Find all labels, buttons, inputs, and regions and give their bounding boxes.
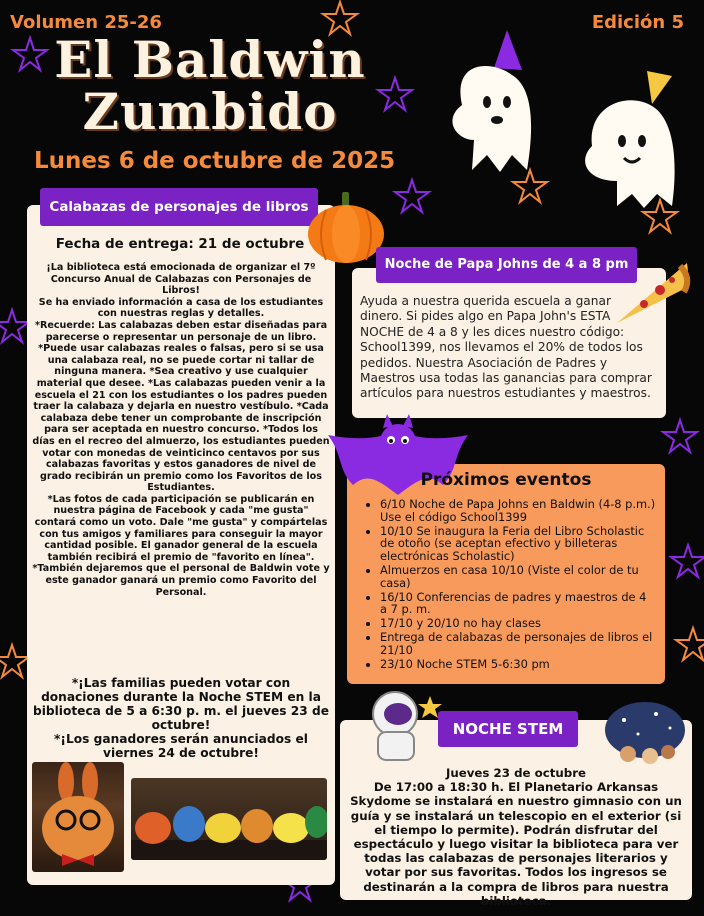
event-item: • 16/10 Conferencias de padres y maestros de 4 a 7 p. m. bbox=[380, 591, 656, 617]
stem-night-date: Jueves 23 de octubre bbox=[445, 766, 587, 780]
papa-johns-text: Ayuda a nuestra querida escuela a ganar dinero. Si pides algo en Papa John's ESTA NOCHE de 4 a 8 y les dices nuestro código: School1399, nos llevamos el 20% de todos los pedidos. Nuestra Asociación de Padres y Maestros usa todas las ganancias para comprar artículos para nuestros estudiantes y maestros. bbox=[360, 294, 652, 401]
pumpkin-photo-arthur bbox=[32, 762, 124, 872]
event-item: • Entrega de calabazas de personajes de libros el 21/10 bbox=[380, 631, 656, 657]
star-icon bbox=[676, 628, 704, 660]
contest-paragraph: *Las fotos de cada participación se publicarán en nuestra página de Facebook y cada "me gusta" contará como un voto. Dale "me gusta" y compártelas con tus amigos y familiares para conseguir la mayor cantidad posible. El ganador general de la escuela también recibirá el premio de "favorito en línea". bbox=[34, 493, 328, 563]
stem-night-text bbox=[345, 766, 687, 908]
event-item: • 17/10 y 20/10 no hay clases bbox=[380, 617, 656, 630]
title-line-2: Zumbido bbox=[82, 82, 338, 141]
edition-label: Edición 5 bbox=[591, 12, 684, 33]
contest-paragraph: ¡La biblioteca está emocionada de organizar el 7º Concurso Anual de Calabazas con Personajes de Libros! bbox=[46, 262, 316, 297]
pumpkin-vote-note bbox=[32, 676, 330, 760]
contest-paragraph: Se ha enviado información a casa de los estudiantes con nuestras reglas y detalles. bbox=[38, 296, 324, 320]
event-item: • Almuerzos en casa 10/10 (Viste el color de tu casa) bbox=[380, 564, 656, 590]
vote-note-families: *¡Las familias pueden votar con donaciones durante la Noche STEM en la biblioteca de 5 a 6:30 p. m. el jueves 23 de octubre! bbox=[33, 676, 329, 732]
newsletter-title bbox=[40, 30, 380, 141]
vote-note-winners: *¡Los ganadores serán anunciados el viernes 24 de octubre! bbox=[54, 732, 308, 760]
star-icon bbox=[671, 545, 704, 577]
astronaut-icon bbox=[360, 688, 450, 763]
event-item: • 10/10 Se inaugura la Feria del Libro Scholastic de otoño (se aceptan efectivo y billeteras electrónicas Scholastic) bbox=[380, 525, 656, 563]
papa-johns-label: Noche de Papa Johns de 4 a 8 pm bbox=[376, 247, 637, 283]
pumpkin-photo-display bbox=[131, 778, 327, 860]
pumpkin-contest-label: Calabazas de personajes de libros bbox=[40, 188, 318, 226]
star-icon bbox=[395, 180, 429, 212]
stem-night-description: De 17:00 a 18:30 h. El Planetario Arkansas Skydome se instalará en nuestro gimnasio con un guía y se instalará un telescopio en el exterior (si el tiempo lo permite). Podrán disfrutar del espectáculo y luego visitar la biblioteca para ver todas las calabazas de personajes literarios y votar por sus favoritas. Todos los ingresos se destinarán a la compra de libros para nuestra biblioteca. bbox=[350, 780, 682, 908]
star-icon bbox=[378, 78, 412, 110]
pumpkin-due-date: Fecha de entrega: 21 de octubre bbox=[55, 236, 305, 252]
title-line-1: El Baldwin bbox=[54, 30, 366, 89]
pumpkin-icon bbox=[306, 190, 386, 265]
star-icon bbox=[663, 420, 697, 452]
contest-paragraph: *Recuerde: Las calabazas deben estar diseñadas para parecerse o representar un personaje de un libro. *Puede usar calabazas reales o falsas, pero si se usa una calabaza real, no se puede cortar ni tallar de ninguna manera. *Sea creativo y use cualquier material que desee. *Las calabazas pueden venir a la escuela el 21 con los estudiantes o los padres pueden traer la calabaza y dejarla en nuestro vestíbulo. *Cada calabaza debe tener un comprobante de inscripción para ser aceptada en nuestro concurso. *Todos los días en el recreo del almuerzo, los estudiantes pueden votar con monedas de veinticinco centavos por sus calabazas favoritas y estos ganadores de nivel de grado recibirán un premio como los Favoritos de los Estudiantes. bbox=[32, 319, 330, 494]
event-item: • 6/10 Noche de Papa Johns en Baldwin (4-8 p.m.) Use el código School1399 bbox=[380, 498, 656, 524]
volume-label: Volumen 25-26 bbox=[10, 12, 162, 33]
star-icon bbox=[0, 310, 29, 342]
star-icon bbox=[0, 645, 29, 677]
ghost-icon bbox=[572, 66, 692, 216]
ghost-icon bbox=[432, 30, 552, 180]
issue-date: Lunes 6 de octubre de 2025 bbox=[34, 148, 396, 174]
upcoming-events-list bbox=[380, 498, 656, 671]
pumpkin-contest-text bbox=[32, 262, 330, 598]
planetarium-icon bbox=[604, 700, 686, 764]
upcoming-events-title: Próximos eventos bbox=[420, 470, 592, 490]
stem-night-label: NOCHE STEM bbox=[438, 711, 578, 747]
contest-paragraph: *También dejaremos que el personal de Baldwin vote y este ganador ganará un premio como Favorito del Personal. bbox=[32, 563, 330, 598]
event-item: • 23/10 Noche STEM 5-6:30 pm bbox=[380, 658, 656, 671]
